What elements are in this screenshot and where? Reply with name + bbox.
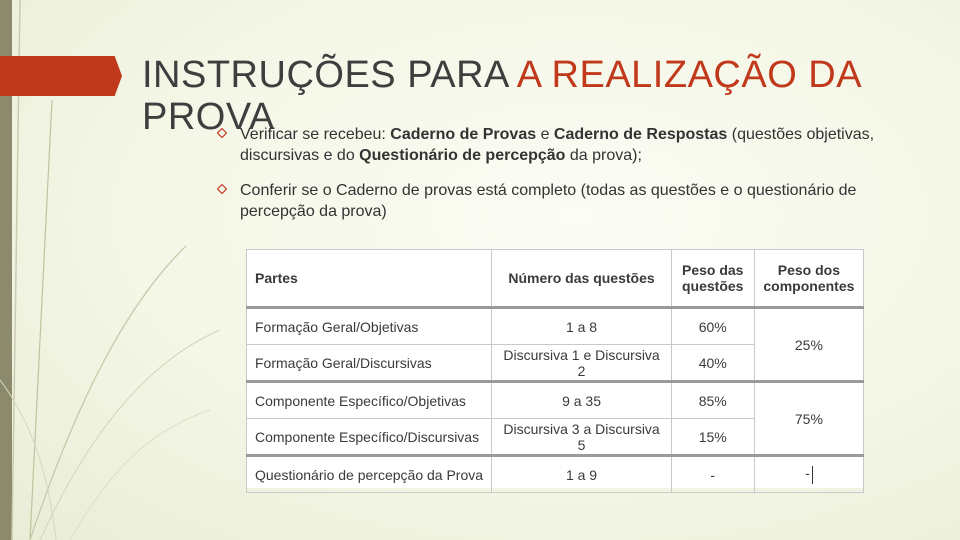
cell-parte: Questionário de percepção da Prova — [247, 456, 492, 493]
cell-parte: Formação Geral/Discursivas — [247, 345, 492, 382]
bullet-1-bold-c: Questionário de percepção — [359, 147, 566, 164]
cell-peso-questao: 40% — [671, 345, 754, 382]
table-row — [247, 456, 864, 493]
header-peso-componentes: Peso dos componentes — [754, 250, 863, 308]
cell-peso-questao: - — [671, 456, 754, 493]
cell-numero: 1 a 9 — [492, 456, 671, 493]
cell-peso-componente-text: - — [805, 465, 810, 482]
title-accent-arrow — [0, 56, 122, 96]
cell-peso-questao: 15% — [671, 419, 754, 456]
bullet-2-text: Conferir se o Caderno de provas está completo (todas as questões e o questionário de percepção da prova) — [240, 182, 857, 220]
diamond-bullet-icon — [217, 128, 227, 138]
cell-peso-questao: 60% — [671, 308, 754, 345]
cell-parte: Formação Geral/Objetivas — [247, 308, 492, 345]
title-part-2: A REALIZAÇÃO DA — [516, 54, 863, 96]
header-peso-questoes: Peso das questões — [671, 250, 754, 308]
bullet-1-text-b: e — [536, 126, 554, 143]
cell-peso-componente: 75% — [754, 382, 863, 456]
cell-peso-componente — [754, 456, 863, 493]
cell-numero: 9 a 35 — [492, 382, 671, 419]
bullet-list — [214, 124, 914, 236]
cell-parte: Componente Específico/Objetivas — [247, 382, 492, 419]
diamond-bullet-icon — [217, 184, 227, 194]
table-row — [247, 382, 864, 419]
cell-numero: 1 a 8 — [492, 308, 671, 345]
exam-parts-table — [246, 249, 864, 493]
bullet-1-bold-a: Caderno de Provas — [390, 126, 537, 143]
cell-numero: Discursiva 3 a Discursiva 5 — [492, 419, 671, 456]
cell-peso-componente: 25% — [754, 308, 863, 382]
bullet-1-text-c: (questões objetivas, discursivas e do — [240, 126, 875, 164]
table-row — [247, 308, 864, 345]
exam-parts-table-container — [246, 249, 864, 488]
header-partes: Partes — [247, 250, 492, 308]
header-numero-questoes: Número das questões — [492, 250, 671, 308]
bullet-1-text-d: da prova); — [565, 147, 642, 164]
bullet-1-text-a: Verificar se recebeu: — [240, 126, 391, 143]
cell-numero: Discursiva 1 e Discursiva 2 — [492, 345, 671, 382]
bullet-1-bold-b: Caderno de Respostas — [553, 126, 728, 143]
table-header-row — [247, 250, 864, 308]
cursor-tick — [812, 466, 813, 484]
cell-peso-questao: 85% — [671, 382, 754, 419]
title-part-1: INSTRUÇÕES PARA — [142, 54, 517, 96]
title-line-2: PROVA — [142, 96, 275, 138]
bullet-item-1 — [214, 124, 914, 166]
bullet-item-2 — [214, 180, 914, 222]
cell-parte: Componente Específico/Discursivas — [247, 419, 492, 456]
